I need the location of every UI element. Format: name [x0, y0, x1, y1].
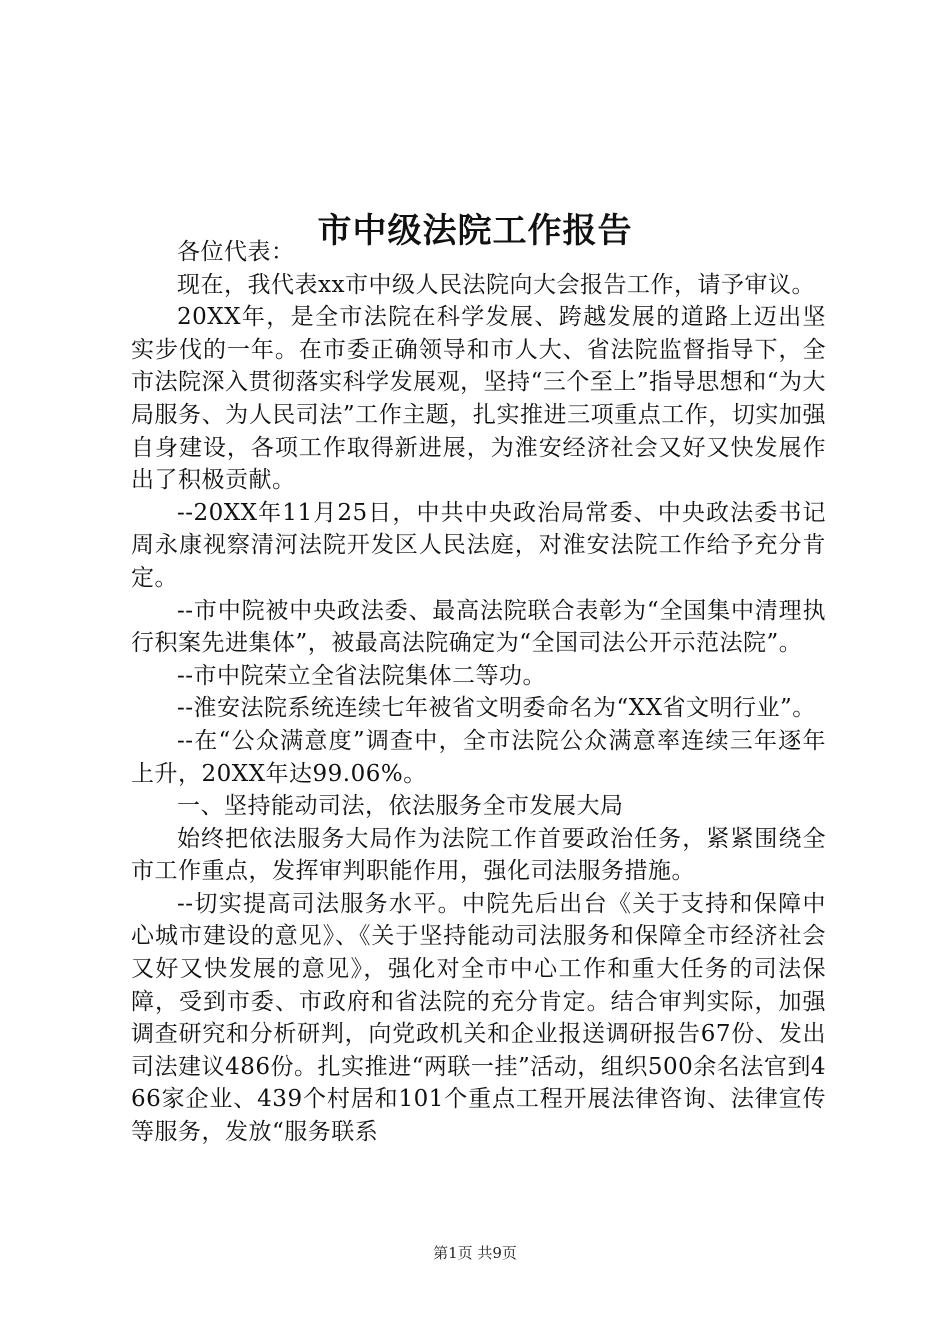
paragraph-intro: 现在，我代表xx市中级人民法院向大会报告工作，请予审议。	[177, 271, 815, 298]
paragraph-item-civilization: --淮安法院系统连续七年被省文明委命名为“XX省文明行业”。	[177, 695, 816, 722]
paragraph-summary: 20XX年，是全市法院在科学发展、跨越发展的道路上迈出坚实步伐的一年。在市委正确领导和市人大、省法院监督指导下，全市法院深入贯彻落实科学发展观，坚持“三个至上”指导思想和“为大局服务、为人民司法”工作主题，扎实推进三项重点工作，切实加强自身建设，各项工作取得新进展，为淮安经济社会又好又快发展作出了积极贡献。	[131, 304, 826, 494]
document-title: 市中级法院工作报告	[317, 210, 633, 251]
paragraph-service-level: --切实提高司法服务水平。中院先后出台《关于支持和保障中心城市建设的意见》、《关于坚持能动司法服务和保障全市经济社会又好又快发展的意见》，强化对全市中心工作和重大任务的司法保障，受到市委、市政府和省法院的充分肯定。结合审判实际，加强调查研究和分析研判，向党政机关和企业报送调研报告67份、发出司法建议486份。扎实推进“两联一挂”活动，组织500余名法官到466家企业、439个村居和101个重点工程开展法律咨询、法律宣传等服务，发放“服务联系	[131, 890, 826, 1146]
document-body	[131, 236, 826, 1149]
paragraph-item-visit: --20XX年11月25日，中共中央政治局常委、中央政法委书记周永康视察清河法院开发区人民法庭，对淮安法院工作给予充分肯定。	[131, 499, 826, 591]
page-number-footer: 第1页 共9页	[433, 1244, 517, 1262]
paragraph-salutation: 各位代表：	[177, 239, 295, 265]
paragraph-section-intro: 始终把依法服务大局作为法院工作首要政治任务，紧紧围绕全市工作重点，发挥审判职能作用，强化司法服务措施。	[131, 825, 826, 885]
section-heading-1: 一、坚持能动司法，依法服务全市发展大局	[177, 793, 624, 820]
paragraph-item-commendation: --市中院被中央政法委、最高法院联合表彰为“全国集中清理执行积案先进集体”，被最高法院确定为“全国司法公开示范法院”。	[131, 597, 826, 657]
paragraph-item-merit: --市中院荣立全省法院集体二等功。	[177, 662, 547, 689]
paragraph-item-satisfaction: --在“公众满意度”调查中，全市法院公众满意率连续三年逐年上升，20XX年达99.06%。	[131, 727, 826, 787]
